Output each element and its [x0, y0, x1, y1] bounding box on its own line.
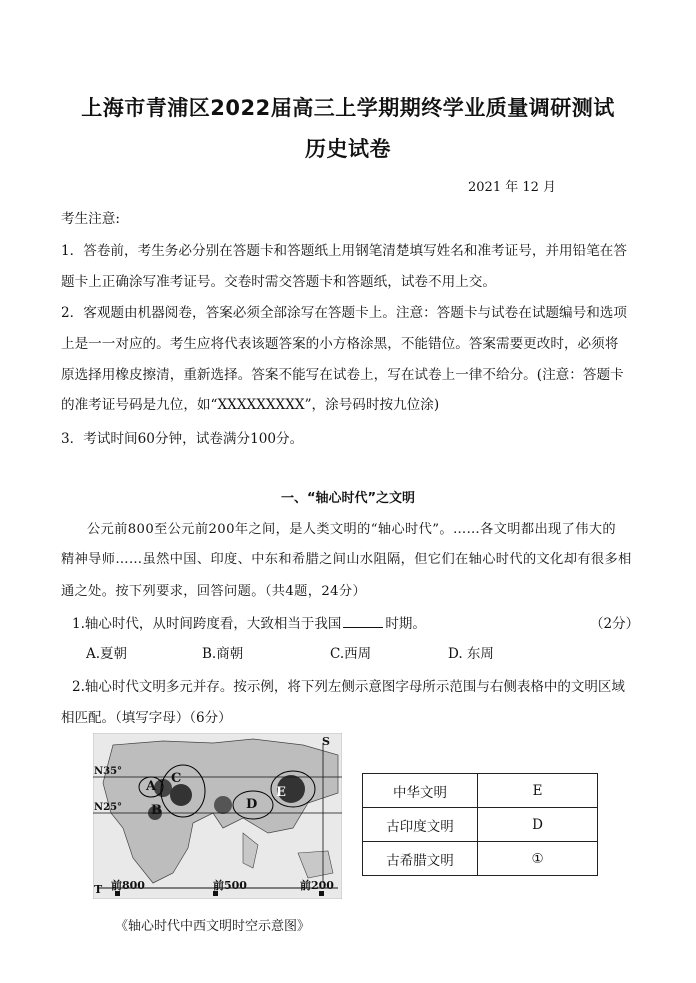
- notice-line: 2．客观题由机器阅卷，答案必须全部涂写在答题卡上。注意：答题卡与试卷在试题编号和选项: [61, 305, 627, 321]
- timeline-label-800: 前800: [111, 879, 145, 892]
- axis-label-s: S: [322, 735, 330, 748]
- civ-name: 中华文明: [363, 774, 478, 808]
- table-row: [363, 842, 598, 876]
- exam-date: 2021 年 12 月: [468, 180, 557, 195]
- civilization-table: [362, 773, 598, 876]
- notice-line: 上是一一对应的。考生应将代表该题答案的小方格涂黑，不能错位。答案需要更改时，必须将: [61, 336, 619, 352]
- notice-line: 题卡上正确涂写准考证号。交卷时需交答题卡和答题纸，试卷不用上交。: [61, 274, 496, 290]
- region-label-e: E: [276, 785, 286, 800]
- axis-label-t: T: [94, 883, 103, 896]
- notice-line: 原选择用橡皮擦清，重新选择。答案不能写在试卷上，写在试卷上一律不给分。(注意：答题卡: [61, 367, 624, 383]
- option-d: D. 东周: [448, 646, 494, 662]
- question-1-score: （2分）: [590, 616, 640, 632]
- option-a: A.夏朝: [86, 646, 128, 662]
- option-c: C.西周: [330, 646, 372, 662]
- quote-line: 精神导师……虽然中国、印度、中东和希腊之间山水阻隔，但它们在轴心时代的文化却有很多相: [61, 552, 632, 567]
- timeline-label-200: 前200: [300, 879, 334, 892]
- exam-subtitle: 历史试卷: [305, 137, 391, 161]
- option-b: B.商朝: [202, 646, 244, 662]
- quote-line: 公元前800至公元前200年之间，是人类文明的“轴心时代”。……各文明都出现了伟大的: [87, 522, 616, 537]
- lat-label-n25: N25°: [94, 802, 123, 813]
- question-2-line: 2.轴心时代文明多元并存。按示例，将下列左侧示意图字母所示范围与右侧表格中的文明区域: [72, 679, 625, 695]
- table-row: [363, 774, 598, 808]
- map-graphic: [93, 733, 342, 899]
- question-1-text-end: 时期。: [385, 616, 426, 632]
- exam-title: 上海市青浦区2022届高三上学期期终学业质量调研测试: [81, 96, 615, 120]
- answer-blank[interactable]: [343, 615, 383, 628]
- region-label-b: B: [151, 803, 162, 818]
- table-row: [363, 808, 598, 842]
- notice-line: 的准考证号码是九位，如“XXXXXXXXX”，涂号码时按九位涂): [61, 397, 440, 413]
- section-title: 一、“轴心时代”之文明: [280, 491, 416, 506]
- map-caption: 《轴心时代中西文明时空示意图》: [115, 919, 311, 934]
- question-2-line: 相匹配。（填写字母）（6分）: [61, 710, 232, 726]
- civ-answer[interactable]: D: [478, 808, 598, 842]
- civ-answer[interactable]: ①: [478, 842, 598, 876]
- lat-label-n35: N35°: [94, 766, 123, 777]
- civ-answer[interactable]: E: [478, 774, 598, 808]
- question-1-text: 1.轴心时代，从时间跨度看，大致相当于我国: [72, 616, 342, 632]
- region-label-c: C: [171, 771, 182, 786]
- region-label-a: A: [146, 779, 157, 794]
- notice-line: 1．答卷前，考生务必分别在答题卡和答题纸上用钢笔清楚填写姓名和准考证号，并用铅笔在答: [61, 243, 627, 259]
- axial-age-map: [93, 733, 342, 899]
- quote-line: 通之处。按下列要求，回答问题。（共4题，24分）: [61, 584, 367, 599]
- region-label-d: D: [246, 797, 258, 812]
- question-1: [72, 612, 426, 632]
- notice-line: 3．考试时间60分钟，试卷满分100分。: [61, 431, 304, 447]
- timeline-label-500: 前500: [213, 879, 247, 892]
- civ-name: 古印度文明: [363, 808, 478, 842]
- notice-heading: 考生注意:: [61, 211, 120, 227]
- civ-name: 古希腊文明: [363, 842, 478, 876]
